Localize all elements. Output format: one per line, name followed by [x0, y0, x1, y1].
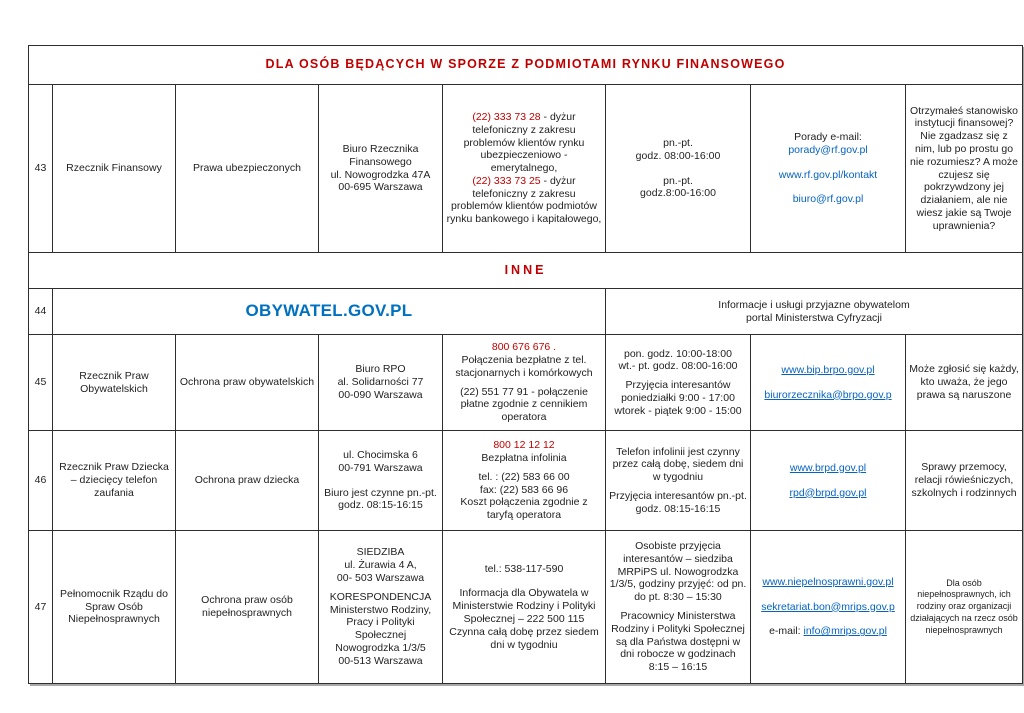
email-label: e-mail: — [769, 625, 804, 638]
institution-cell: Rzecznik Praw Dziecka – dziecięcy telefon zaufania — [53, 431, 176, 531]
notes-cell: Może zgłosić się każdy, kto uważa, że jego prawa są naruszone — [906, 335, 1023, 431]
row-number: 47 — [29, 531, 53, 684]
phone-cell: 800 12 12 12 Bezpłatna infolinia tel. : (22) 583 66 00 fax: (22) 583 66 96 Koszt połączenia zgodnie z taryfą operatora — [443, 431, 606, 531]
notes-cell: Otrzymałeś stanowisko instytucji finansowej? Nie zgadzasz się z nim, lub po prostu go nie rozumiesz? A może czujesz się pokrzywdzony jej działaniem, ale nie wiesz jakie są Twoje uprawnienia? — [906, 85, 1023, 253]
phone-number: 800 12 12 12 — [493, 439, 555, 452]
scope-cell: Ochrona praw obywatelskich — [176, 335, 319, 431]
hours-cell: Telefon infolinii jest czynny przez całą dobę, siedem dni w tygodniu Przyjęcia interesantów pn.-pt. godz. 08:15-16:15 — [606, 431, 751, 531]
contact-cell — [751, 431, 906, 531]
hours-cell: pon. godz. 10:00-18:00 wt.- pt. godz. 08:00-16:00 Przyjęcia interesantów poniedziałki 9:00 - 17:00 wtorek - piątek 9:00 - 15:00 — [606, 335, 751, 431]
table-row — [29, 531, 1023, 684]
row-number: 45 — [29, 335, 53, 431]
website-link[interactable]: www.brpd.gov.pl — [789, 461, 867, 474]
section-title-inne: INNE — [29, 253, 1023, 289]
institution-cell: Rzecznik Finansowy — [53, 85, 176, 253]
hours-cell: Osobiste przyjęcia interesantów – siedziba MRPiPS ul. Nowogrodzka 1/3/5, godziny przyjęć: od pn. do pt. 8:30 – 15:30 Pracownicy Ministerstwa Rodziny i Polityki Społecznej są dla Państwa dostępni w dni robocze w godzinach 8:15 – 16:15 — [606, 531, 751, 684]
institution-cell: Pełnomocnik Rządu do Spraw Osób Niepełnosprawnych — [53, 531, 176, 684]
address-cell: Biuro RPO al. Solidarności 77 00-090 Warszawa — [319, 335, 443, 431]
phone-cell: 800 676 676 . Połączenia bezpłatne z tel. stacjonarnych i komórkowych (22) 551 77 91 - połączenie płatne zgodnie z cennikiem operatora — [443, 335, 606, 431]
table-row — [29, 289, 1023, 335]
email-link[interactable]: porady@rf.gov.pl — [788, 143, 868, 156]
contact-cell — [751, 85, 906, 253]
scope-cell: Ochrona praw osób niepełnosprawnych — [176, 531, 319, 684]
table-row — [29, 431, 1023, 531]
address-cell: SIEDZIBA ul. Żurawia 4 A, 00- 503 Warszawa KORESPONDENCJA Ministerstwo Rodziny, Pracy i Polityki Społecznej Nowogrodzka 1/3/5 00-513 Warszawa — [319, 531, 443, 684]
email-link[interactable]: sekretariat.bon@mrips.gov.p — [761, 600, 895, 613]
phone-cell: tel.: 538-117-590 Informacja dla Obywatela w Ministerstwie Rodziny i Polityki Społecznej – 222 500 115 Czynna całą dobę przez siedem dni w tygodniu — [443, 531, 606, 684]
row-number: 44 — [29, 289, 53, 335]
email-link[interactable]: info@mrips.gov.pl — [803, 625, 887, 638]
website-link[interactable]: www.bip.brpo.gov.pl — [781, 363, 875, 376]
website-link[interactable]: www.niepelnosprawni.gov.pl — [762, 575, 894, 588]
row-number: 43 — [29, 85, 53, 253]
contact-cell — [751, 531, 906, 684]
website-link[interactable]: www.rf.gov.pl/kontakt — [778, 168, 878, 181]
row-number: 46 — [29, 431, 53, 531]
scope-cell: Prawa ubezpieczonych — [176, 85, 319, 253]
phone-number: (22) 333 73 28 — [472, 110, 541, 123]
contact-label: Porady e-mail: — [794, 130, 862, 143]
phone-cell: (22) 333 73 28 - dyżur telefoniczny z zakresu problemów klientów rynku ubezpieczeniowo - emerytalnego, (22) 333 73 25 - dyżur telefoniczny z zakresu problemów klientów podmiotów rynku bankowego i kapitałowego, — [443, 85, 606, 253]
email-link[interactable]: biurorzecznika@brpo.gov.p — [764, 388, 892, 401]
phone-number: (22) 333 73 25 — [472, 174, 541, 187]
contacts-table — [28, 45, 1023, 684]
address-cell: ul. Chocimska 6 00-791 Warszawa Biuro jest czynne pn.-pt. godz. 08:15-16:15 — [319, 431, 443, 531]
email-link[interactable]: rpd@brpd.gov.pl — [789, 486, 867, 499]
notes-cell: Sprawy przemocy, relacji rówieśniczych, szkolnych i rodzinnych — [906, 431, 1023, 531]
notes-cell: Dla osób niepełnosprawnych, ich rodziny oraz organizacji działających na rzecz osób niepełnosprawnych — [906, 531, 1023, 684]
address-cell: Biuro Rzecznika Finansowego ul. Nowogrodzka 47A 00-695 Warszawa — [319, 85, 443, 253]
section-title-financial-disputes: DLA OSÓB BĘDĄCYCH W SPORZE Z PODMIOTAMI RYNKU FINANSOWEGO — [29, 46, 1023, 85]
phone-number: 800 676 676 . — [491, 341, 557, 354]
phone-number: tel.: 538-117-590 — [484, 562, 564, 575]
table-row — [29, 85, 1023, 253]
hours-cell: pn.-pt. godz. 08:00-16:00 pn.-pt. godz.8:00-16:00 — [606, 85, 751, 253]
email-link[interactable]: biuro@rf.gov.pl — [792, 193, 864, 206]
portal-info-cell: Informacje i usługi przyjazne obywatelom portal Ministerstwa Cyfryzacji — [606, 289, 1023, 335]
scope-cell: Ochrona praw dziecka — [176, 431, 319, 531]
table-row — [29, 335, 1023, 431]
contact-cell — [751, 335, 906, 431]
institution-cell: Rzecznik Praw Obywatelskich — [53, 335, 176, 431]
portal-link[interactable]: OBYWATEL.GOV.PL — [53, 289, 606, 335]
